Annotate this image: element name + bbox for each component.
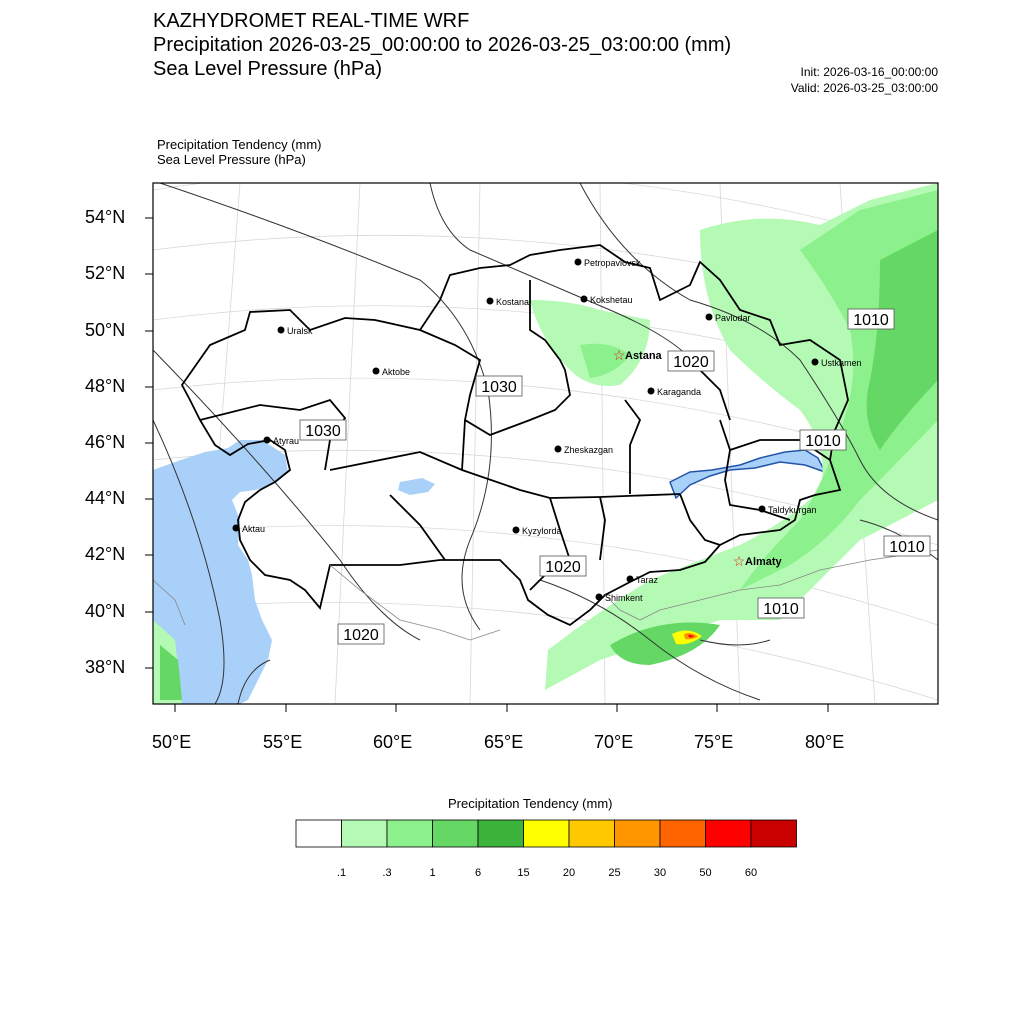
city-label: Almaty — [745, 556, 782, 568]
city-dot — [812, 359, 819, 366]
city-label: Petropavlovsk — [584, 258, 641, 268]
title-line-1: KAZHYDROMET REAL-TIME WRF — [153, 10, 470, 32]
lon-label: 50°E — [152, 732, 192, 752]
city-label: Pavlodar — [715, 313, 751, 323]
isobar-label: 1020 — [673, 354, 709, 371]
lat-label: 38°N — [85, 657, 126, 677]
title-line-2: Precipitation 2026-03-25_00:00:00 to 2026-03-25_03:00:00 (mm) — [153, 34, 732, 56]
city-dot — [278, 327, 285, 334]
isobar-label: 1010 — [763, 601, 799, 618]
city-dot — [581, 296, 588, 303]
colorbar-box — [296, 820, 342, 847]
lon-label: 65°E — [484, 732, 524, 752]
colorbar-tick-label: .1 — [336, 867, 347, 879]
city-dot — [627, 576, 634, 583]
colorbar-box — [433, 820, 479, 847]
lat-label: 42°N — [85, 544, 126, 564]
colorbar-box — [660, 820, 706, 847]
isobar-label: 1010 — [805, 433, 841, 450]
city-dot — [264, 437, 271, 444]
lon-label: 75°E — [694, 732, 734, 752]
colorbar-tick-label: 1 — [429, 867, 436, 879]
city-dot — [555, 446, 562, 453]
lat-label: 54°N — [85, 207, 126, 227]
city-label: Taraz — [636, 575, 659, 585]
isobar-label: 1010 — [889, 539, 925, 556]
city-label: Ustkamen — [821, 358, 862, 368]
colorbar — [295, 819, 797, 849]
isobar-label: 1010 — [853, 312, 889, 329]
city-dot — [648, 388, 655, 395]
city-label: Zheskazgan — [564, 445, 614, 455]
city-dot — [373, 368, 380, 375]
init-time: Init: 2026-03-16_00:00:00 — [800, 65, 938, 79]
lon-label: 60°E — [373, 732, 413, 752]
isobar-label: 1030 — [305, 423, 341, 440]
colorbar-tick-label: 30 — [653, 867, 667, 879]
lat-label: 48°N — [85, 376, 126, 396]
colorbar-tick-label: .3 — [382, 867, 392, 879]
colorbar-box — [615, 820, 661, 847]
lon-label: 70°E — [594, 732, 634, 752]
capital-star-icon: ☆ — [612, 347, 626, 363]
city-label: Kyzylorda — [522, 526, 562, 536]
lat-label: 44°N — [85, 488, 126, 508]
lat-label: 50°N — [85, 320, 126, 340]
city-dot — [759, 506, 766, 513]
isobar-label: 1030 — [481, 379, 517, 396]
colorbar-box — [751, 820, 797, 847]
isobar-label: 1020 — [545, 559, 581, 576]
colorbar-box — [342, 820, 388, 847]
lat-label: 40°N — [85, 601, 126, 621]
city-label: Astana — [625, 350, 662, 362]
colorbar-tick-label: 50 — [699, 867, 712, 879]
colorbar-title: Precipitation Tendency (mm) — [448, 796, 613, 811]
lat-label: 46°N — [85, 432, 126, 452]
lake-balkhash — [670, 450, 825, 498]
title-line-3: Sea Level Pressure (hPa) — [153, 58, 383, 80]
city-dot — [706, 314, 713, 321]
valid-time: Valid: 2026-03-25_03:00:00 — [790, 81, 938, 95]
colorbar-box — [569, 820, 615, 847]
aral-lakes — [398, 478, 435, 495]
city-dot — [233, 525, 240, 532]
map-subtitle-1: Precipitation Tendency (mm) — [157, 137, 322, 152]
city-label: Aktobe — [382, 367, 411, 377]
colorbar-box — [478, 820, 524, 847]
colorbar-tick-label: 15 — [517, 867, 530, 879]
capital-star-icon: ☆ — [732, 553, 746, 569]
city-dot — [575, 259, 582, 266]
city-label: Aktau — [242, 524, 266, 534]
city-label: Taldykurgan — [768, 505, 817, 515]
city-label: Kokshetau — [590, 295, 633, 305]
lat-label: 52°N — [85, 263, 126, 283]
city-dot — [487, 298, 494, 305]
city-label: Kostanai — [496, 297, 532, 307]
colorbar-tick-label: 60 — [744, 867, 758, 879]
lon-label: 80°E — [805, 732, 845, 752]
lon-label: 55°E — [263, 732, 303, 752]
colorbar-box — [524, 820, 570, 847]
colorbar-tick-label: 25 — [608, 867, 621, 879]
city-label: Uralsk — [287, 326, 313, 336]
colorbar-box — [387, 820, 433, 847]
city-dot — [513, 527, 520, 534]
isobar-label: 1020 — [343, 627, 379, 644]
colorbar-tick-label: 6 — [474, 867, 482, 879]
city-label: Atyrau — [273, 436, 300, 446]
city-label: Shimkent — [605, 593, 643, 603]
city-dot — [596, 594, 603, 601]
colorbar-box — [706, 820, 752, 847]
city-label: Karaganda — [657, 387, 702, 397]
map-subtitle-2: Sea Level Pressure (hPa) — [157, 152, 306, 167]
colorbar-tick-label: 20 — [562, 867, 576, 879]
